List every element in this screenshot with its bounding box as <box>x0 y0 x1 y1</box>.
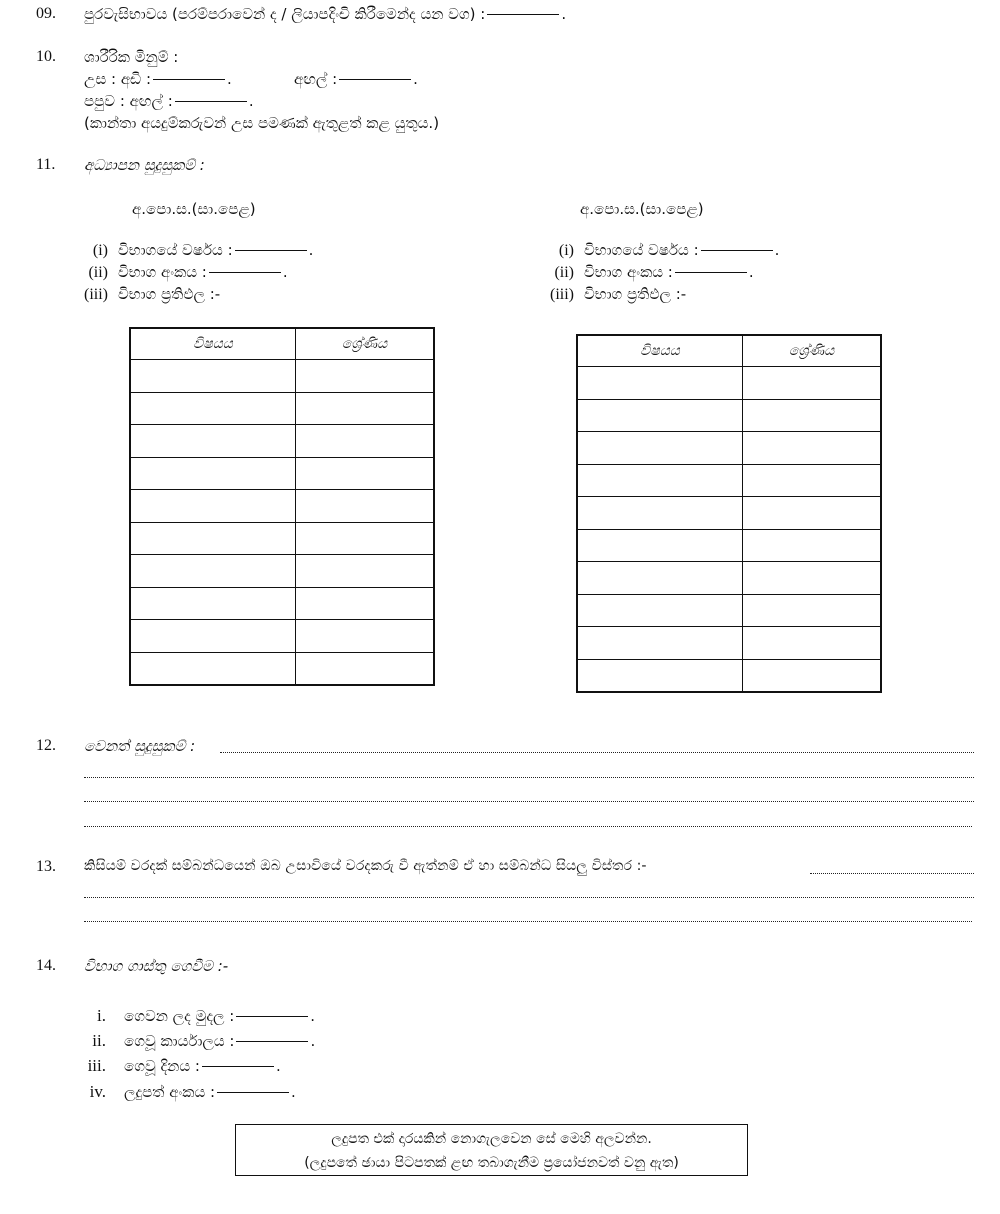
item-end: . <box>282 263 288 281</box>
subject-cell[interactable] <box>130 457 296 490</box>
subject-cell[interactable] <box>577 432 743 465</box>
q11-right-heading: අ.පො.ස.(සා.පෙළ) <box>580 200 704 218</box>
q10-height-label: උස : අඩි : <box>84 70 151 88</box>
q13-text: කිසියම් වරදක් සම්බන්ධයෙන් ඔබ උසාවියේ වරදකරු වී ඇත්නම් ඒ හා සම්බන්ධ සියලු විස්තර :- <box>84 858 647 874</box>
q14-office-field <box>68 1031 315 1051</box>
q11-title: අධ්‍යාපන සුදුසුකම් : <box>84 156 205 174</box>
table-row <box>130 587 434 620</box>
q11-left-results <box>64 285 220 304</box>
grade-cell[interactable] <box>296 555 435 588</box>
grade-cell[interactable] <box>296 360 435 393</box>
subject-cell[interactable] <box>130 490 296 523</box>
grade-cell[interactable] <box>296 652 435 685</box>
subject-cell[interactable] <box>130 652 296 685</box>
table-row <box>130 425 434 458</box>
q13-answer-line-3[interactable] <box>84 921 972 922</box>
item-label: විභාගයේ වර්ෂය : <box>118 241 233 259</box>
q12-answer-line-3[interactable] <box>84 801 974 802</box>
item-label: විභාග ප්‍රතිඵල :- <box>118 285 221 303</box>
q10-note: (කාන්තා අයදුම්කරුවන් උස පමණක් ඇතුළත් කළ යුතුය.) <box>84 114 440 132</box>
grade-cell[interactable] <box>743 367 882 400</box>
q11-left-year-line[interactable] <box>235 250 307 251</box>
q14-amount-field <box>68 1006 315 1026</box>
grade-cell[interactable] <box>743 562 882 595</box>
q14-office-line[interactable] <box>236 1041 308 1042</box>
grade-cell[interactable] <box>743 464 882 497</box>
q11-right-index-line[interactable] <box>675 272 747 273</box>
q14-receipt-line[interactable] <box>217 1092 289 1093</box>
q12-answer-line-1[interactable] <box>220 752 974 753</box>
table-row <box>577 497 881 530</box>
subject-cell[interactable] <box>130 425 296 458</box>
q11-left-year <box>64 241 313 260</box>
q09-citizenship <box>84 5 566 23</box>
table-row <box>577 367 881 400</box>
q14-date-line[interactable] <box>202 1066 274 1067</box>
q11-right-results-table <box>576 334 882 693</box>
subject-cell[interactable] <box>577 594 743 627</box>
item-end: . <box>310 1032 316 1050</box>
item-label: ගෙවන ලද මුදල : <box>124 1007 235 1025</box>
table-row <box>577 659 881 692</box>
q13-answer-line-1[interactable] <box>810 873 974 874</box>
grade-cell[interactable] <box>296 620 435 653</box>
table-row <box>577 594 881 627</box>
q11-left-index <box>64 263 288 282</box>
subject-cell[interactable] <box>577 497 743 530</box>
q10-width-end: . <box>413 70 418 88</box>
table-row <box>577 432 881 465</box>
subject-cell[interactable] <box>130 587 296 620</box>
item-label: විභාගයේ වර්ෂය : <box>584 241 699 259</box>
q10-height-line[interactable] <box>153 79 225 80</box>
roman-numeral: (ii) <box>88 264 108 281</box>
q11-right-year <box>530 241 779 260</box>
grade-cell[interactable] <box>743 399 882 432</box>
table-row <box>577 464 881 497</box>
table-row <box>130 360 434 393</box>
subject-header: විෂයය <box>130 328 296 360</box>
q12-title: වෙනත් සුදුසුකම් : <box>84 737 196 755</box>
item-end: . <box>774 241 780 259</box>
q10-title: ශාරීරික මිනුම් : <box>84 48 179 66</box>
grade-cell[interactable] <box>743 497 882 530</box>
q11-left-results-table <box>129 327 435 686</box>
q09-answer-line[interactable] <box>487 14 559 15</box>
q10-chest-field <box>84 92 254 110</box>
item-label: ගෙවූ දිනය : <box>124 1057 200 1075</box>
q11-right-year-line[interactable] <box>701 250 773 251</box>
q09-number: 09. <box>36 5 56 22</box>
q11-right-results <box>530 285 686 304</box>
subject-cell[interactable] <box>130 620 296 653</box>
q12-number: 12. <box>36 737 56 754</box>
roman-numeral: (i) <box>558 242 574 259</box>
q10-chest-label: පපුව : අඟල් : <box>84 92 173 110</box>
receipt-paste-box[interactable] <box>235 1124 748 1176</box>
grade-cell[interactable] <box>743 659 882 692</box>
roman-numeral: iii. <box>87 1056 106 1075</box>
q14-amount-line[interactable] <box>236 1016 308 1017</box>
q10-height-field <box>84 70 232 88</box>
table-row <box>577 399 881 432</box>
q12-answer-line-4[interactable] <box>84 826 972 827</box>
table-row <box>130 620 434 653</box>
grade-cell[interactable] <box>296 457 435 490</box>
table-row <box>130 457 434 490</box>
subject-cell[interactable] <box>577 562 743 595</box>
table-header-row <box>130 328 434 360</box>
q09-end: . <box>561 5 567 23</box>
table-row <box>130 555 434 588</box>
note-line-2: (ලදුපතේ ඡායා පිටපතක් ළඟ තබාගැනීම ප්‍රයෝජනවත් වනු ඇත) <box>304 1155 679 1171</box>
roman-numeral: ii. <box>92 1031 106 1050</box>
table-row <box>130 522 434 555</box>
table-row <box>577 562 881 595</box>
subject-cell[interactable] <box>577 659 743 692</box>
grade-header: ශ්‍රේණිය <box>296 328 435 360</box>
q14-number: 14. <box>36 957 56 974</box>
table-row <box>577 529 881 562</box>
item-label: ගෙවූ කාර්යාලය : <box>124 1032 235 1050</box>
item-end: . <box>308 241 314 259</box>
subject-cell[interactable] <box>130 522 296 555</box>
q12-answer-line-2[interactable] <box>84 777 974 778</box>
table-row <box>130 652 434 685</box>
item-label: විභාග ප්‍රතිඵල :- <box>584 285 687 303</box>
grade-cell[interactable] <box>743 627 882 660</box>
roman-numeral: (iii) <box>84 286 108 303</box>
roman-numeral: iv. <box>89 1082 106 1101</box>
q13-answer-line-2[interactable] <box>84 897 974 898</box>
q11-right-index <box>530 263 754 282</box>
item-end: . <box>275 1057 281 1075</box>
subject-cell[interactable] <box>577 529 743 562</box>
q10-height-end: . <box>227 70 232 88</box>
grade-header: ශ්‍රේණිය <box>743 335 882 367</box>
item-label: විභාග අංකය : <box>118 263 207 281</box>
table-row <box>577 627 881 660</box>
grade-cell[interactable] <box>296 490 435 523</box>
subject-cell[interactable] <box>130 360 296 393</box>
item-end: . <box>748 263 754 281</box>
grade-cell[interactable] <box>296 587 435 620</box>
item-end: . <box>310 1007 316 1025</box>
q14-receipt-field <box>68 1082 296 1102</box>
subject-cell[interactable] <box>130 392 296 425</box>
item-label: විභාග අංකය : <box>584 263 673 281</box>
q11-number: 11. <box>36 156 56 173</box>
q10-number: 10. <box>36 48 56 65</box>
q14-title: විභාග ගාස්තු ගෙවීම :- <box>84 957 229 975</box>
item-end: . <box>291 1083 296 1101</box>
subject-cell[interactable] <box>130 555 296 588</box>
roman-numeral: i. <box>97 1006 106 1025</box>
subject-cell[interactable] <box>577 627 743 660</box>
q10-chest-end: . <box>248 92 254 110</box>
note-line-1: ලදුපත එක් දාරයකින් නොගැලවෙන සේ මෙහි අලවන්න. <box>331 1131 652 1147</box>
q11-left-heading: අ.පො.ස.(සා.පෙළ) <box>132 200 256 218</box>
q10-width-field <box>294 70 418 88</box>
table-row <box>130 490 434 523</box>
subject-header: විෂයය <box>577 335 743 367</box>
grade-cell[interactable] <box>743 529 882 562</box>
q10-chest-line[interactable] <box>175 101 247 102</box>
roman-numeral: (i) <box>92 242 108 259</box>
table-row <box>130 392 434 425</box>
grade-cell[interactable] <box>296 522 435 555</box>
q10-width-label: අඟල් : <box>294 70 338 88</box>
grade-cell[interactable] <box>296 392 435 425</box>
subject-cell[interactable] <box>577 367 743 400</box>
q09-text: පුරවැසිභාවය (පරම්පරාවෙන් ද / ලියාපදිංචි කිරීමෙන්ද යන වග) : <box>84 5 486 23</box>
grade-cell[interactable] <box>743 432 882 465</box>
table-header-row <box>577 335 881 367</box>
roman-numeral: (iii) <box>550 286 574 303</box>
q14-date-field <box>68 1056 281 1076</box>
grade-cell[interactable] <box>743 594 882 627</box>
q13-number: 13. <box>36 858 56 875</box>
subject-cell[interactable] <box>577 464 743 497</box>
q11-left-index-line[interactable] <box>209 272 281 273</box>
item-label: ලදුපත් අංකය : <box>124 1083 216 1101</box>
grade-cell[interactable] <box>296 425 435 458</box>
q10-width-line[interactable] <box>339 79 411 80</box>
subject-cell[interactable] <box>577 399 743 432</box>
roman-numeral: (ii) <box>554 264 574 281</box>
